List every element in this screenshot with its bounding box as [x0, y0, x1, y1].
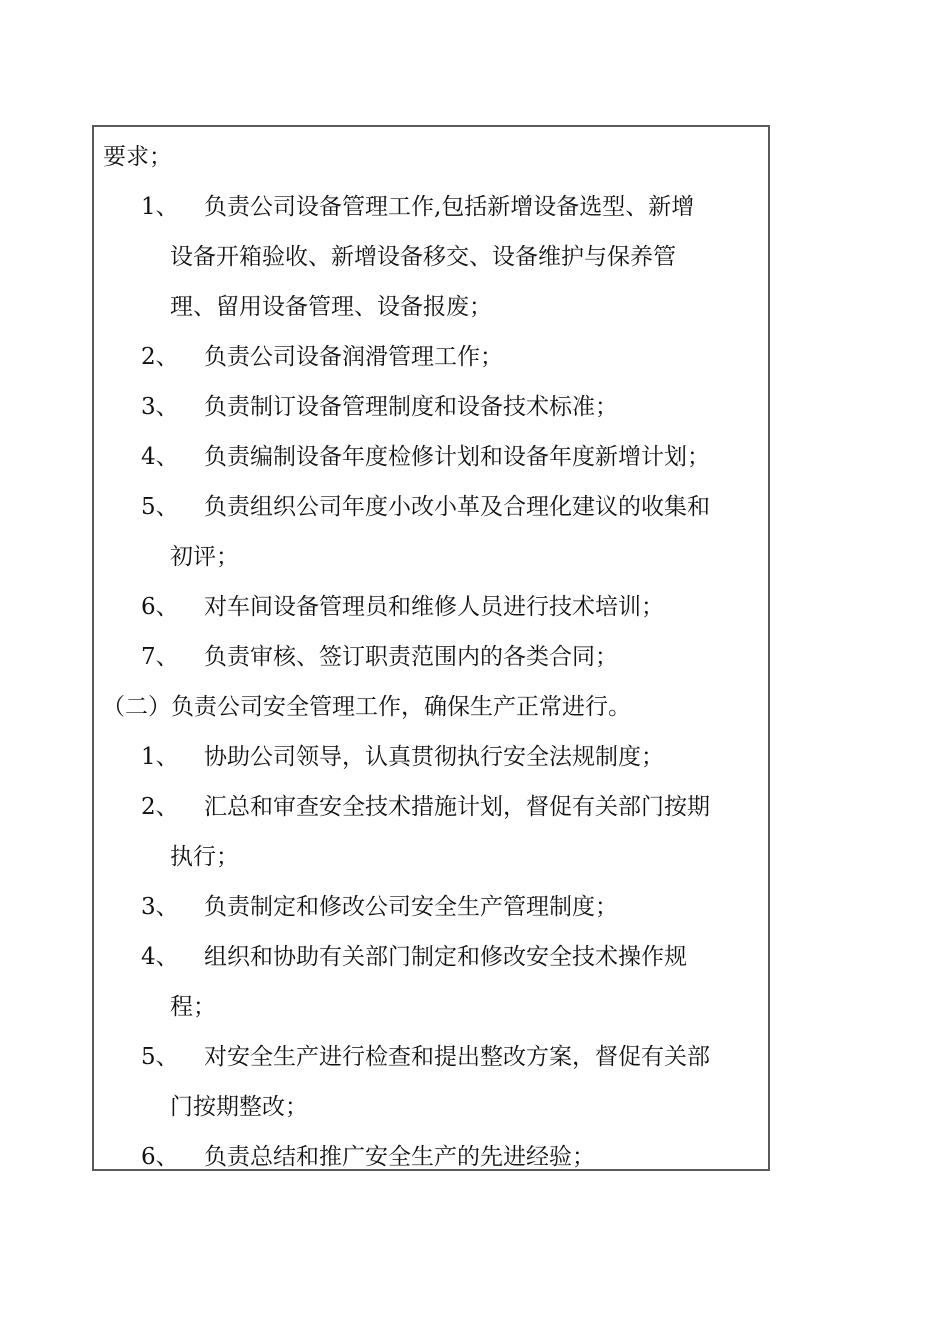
- list-item-line: 对安全生产进行检查和提出整改方案，督促有关部: [204, 1044, 710, 1070]
- list-item-line: 负责组织公司年度小改小革及合理化建议的收集和: [204, 494, 710, 520]
- list-item-line: 协助公司领导，认真贯彻执行安全法规制度；: [204, 744, 664, 770]
- list-item-number: 5、: [141, 494, 179, 520]
- list-item-number: 6、: [141, 1144, 179, 1170]
- list-item-line: 负责总结和推广安全生产的先进经验；: [204, 1144, 595, 1170]
- list-item-line: 理、留用设备管理、设备报废；: [170, 294, 492, 320]
- list-item-number: 5、: [141, 1044, 179, 1070]
- list-item-line: 负责制订设备管理制度和设备技术标准；: [204, 394, 618, 420]
- list-item-line: 对车间设备管理员和维修人员进行技术培训；: [204, 594, 664, 620]
- list-item-number: 4、: [141, 444, 179, 470]
- list-item-number: 3、: [141, 894, 179, 920]
- list-item-number: 2、: [141, 344, 179, 370]
- list-item-number: 1、: [141, 744, 179, 770]
- list-item-line: 负责编制设备年度检修计划和设备年度新增计划；: [204, 444, 710, 470]
- list-item-number: 6、: [141, 594, 179, 620]
- list-item-number: 2、: [141, 794, 179, 820]
- list-item-line: 汇总和审查安全技术措施计划，督促有关部门按期: [204, 794, 710, 820]
- list-item-number: 7、: [141, 644, 179, 670]
- section2-title: （二）负责公司安全管理工作，确保生产正常进行。: [102, 694, 631, 720]
- list-item-line: 负责公司设备润滑管理工作；: [204, 344, 503, 370]
- list-item-line: 负责审核、签订职责范围内的各类合同；: [204, 644, 618, 670]
- heading-requirements: 要求；: [103, 144, 172, 170]
- list-item-line: 执行；: [170, 844, 239, 870]
- list-item-number: 1、: [141, 194, 179, 220]
- list-item-line: 负责公司设备管理工作,包括新增设备选型、新增: [204, 194, 695, 220]
- document-frame: [92, 125, 770, 1171]
- list-item-number: 3、: [141, 394, 179, 420]
- list-item-line: 组织和协助有关部门制定和修改安全技术操作规: [204, 944, 687, 970]
- list-item-line: 负责制定和修改公司安全生产管理制度；: [204, 894, 618, 920]
- list-item-line: 初评；: [170, 544, 239, 570]
- list-item-line: 门按期整改；: [170, 1094, 308, 1120]
- list-item-line: 程；: [170, 994, 216, 1020]
- list-item-line: 设备开箱验收、新增设备移交、设备维护与保养管: [170, 244, 676, 270]
- list-item-number: 4、: [141, 944, 179, 970]
